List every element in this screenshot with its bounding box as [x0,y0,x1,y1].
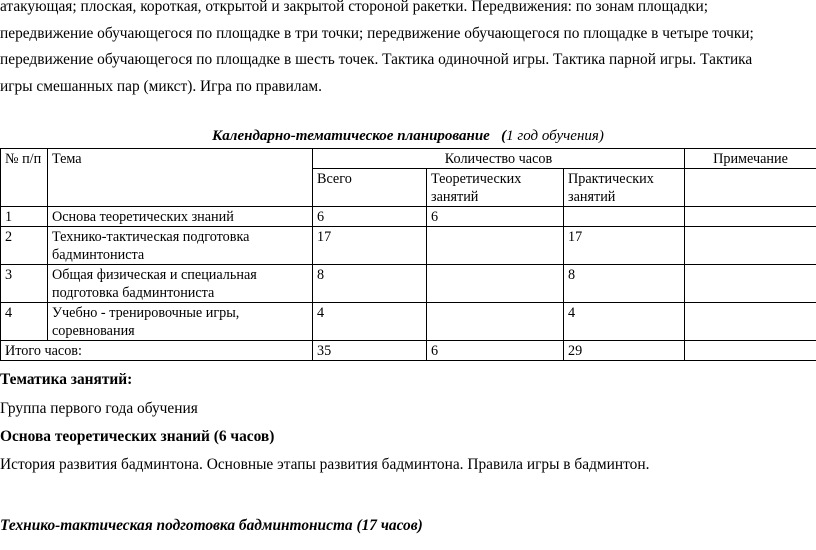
intro-line: игры смешанных пар (микст). Игра по правилам. [0,77,323,95]
intro-line: атакующая; плоская, короткая, открытой и закрытой стороной ракетки. Передвижения: по зонам площадки; [0,0,709,15]
cell-practice: 8 [564,265,685,303]
table-total-row [1,341,816,361]
total-note [685,341,816,361]
caption-title: Календарно-тематическое планирование [212,128,490,144]
cell-total: 17 [313,227,427,265]
schedule-table [0,148,816,361]
cell-practice: 17 [564,227,685,265]
cell-num: 2 [1,227,48,265]
table-header-row [1,149,816,169]
cell-total: 8 [313,265,427,303]
cell-theory [427,303,564,341]
cell-total: 4 [313,303,427,341]
total-theory: 6 [427,341,564,361]
total-hours: 35 [313,341,427,361]
cell-total: 6 [313,207,427,227]
cell-practice [564,207,685,227]
cell-topic: Основа теоретических знаний [48,207,313,227]
cell-topic: Учебно - тренировочные игры, соревнования [48,303,313,341]
header-hours: Количество часов [313,149,685,169]
total-practice: 29 [564,341,685,361]
cell-num: 4 [1,303,48,341]
header-note-blank [685,169,816,207]
intro-line: передвижение обучающегося по площадке в шесть точек. Тактика одиночной игры. Тактика парной игры. Тактика [0,51,753,68]
table-row [1,303,816,341]
tech-heading: Технико-тактическая подготовка бадминтониста (17 часов) [0,517,423,534]
cell-num: 1 [1,207,48,227]
group-line: Группа первого года обучения [0,400,198,417]
table-caption [0,128,816,145]
cell-note [685,227,816,265]
themes-heading: Тематика занятий: [0,371,133,388]
cell-note [685,207,816,227]
cell-theory [427,227,564,265]
header-theory: Теоретических занятий [427,169,564,207]
cell-note [685,265,816,303]
header-total: Всего [313,169,427,207]
intro-paragraph [0,0,816,100]
theory-heading: Основа теоретических знаний (6 часов) [0,428,275,445]
cell-num: 3 [1,265,48,303]
total-label: Итого часов: [1,341,313,361]
cell-note [685,303,816,341]
caption-paren: ( [501,128,507,144]
cell-practice: 4 [564,303,685,341]
table-row [1,227,816,265]
theory-text: История развития бадминтона. Основные этапы развития бадминтона. Правила игры в бадминтон. [0,456,650,473]
header-topic: Тема [48,149,313,207]
cell-theory [427,265,564,303]
cell-theory: 6 [427,207,564,227]
table-row [1,207,816,227]
header-practice: Практических занятий [564,169,685,207]
cell-topic: Общая физическая и специальная подготовка бадминтониста [48,265,313,303]
intro-line: передвижение обучающегося по площадке в три точки; передвижение обучающегося по площадке в четыре точки; [0,24,754,42]
caption-year: 1 год обучения) [506,128,604,144]
cell-topic: Технико-тактическая подготовка бадминтониста [48,227,313,265]
header-note: Примечание [685,149,816,169]
table-row [1,265,816,303]
header-num: № п/п [1,149,48,207]
